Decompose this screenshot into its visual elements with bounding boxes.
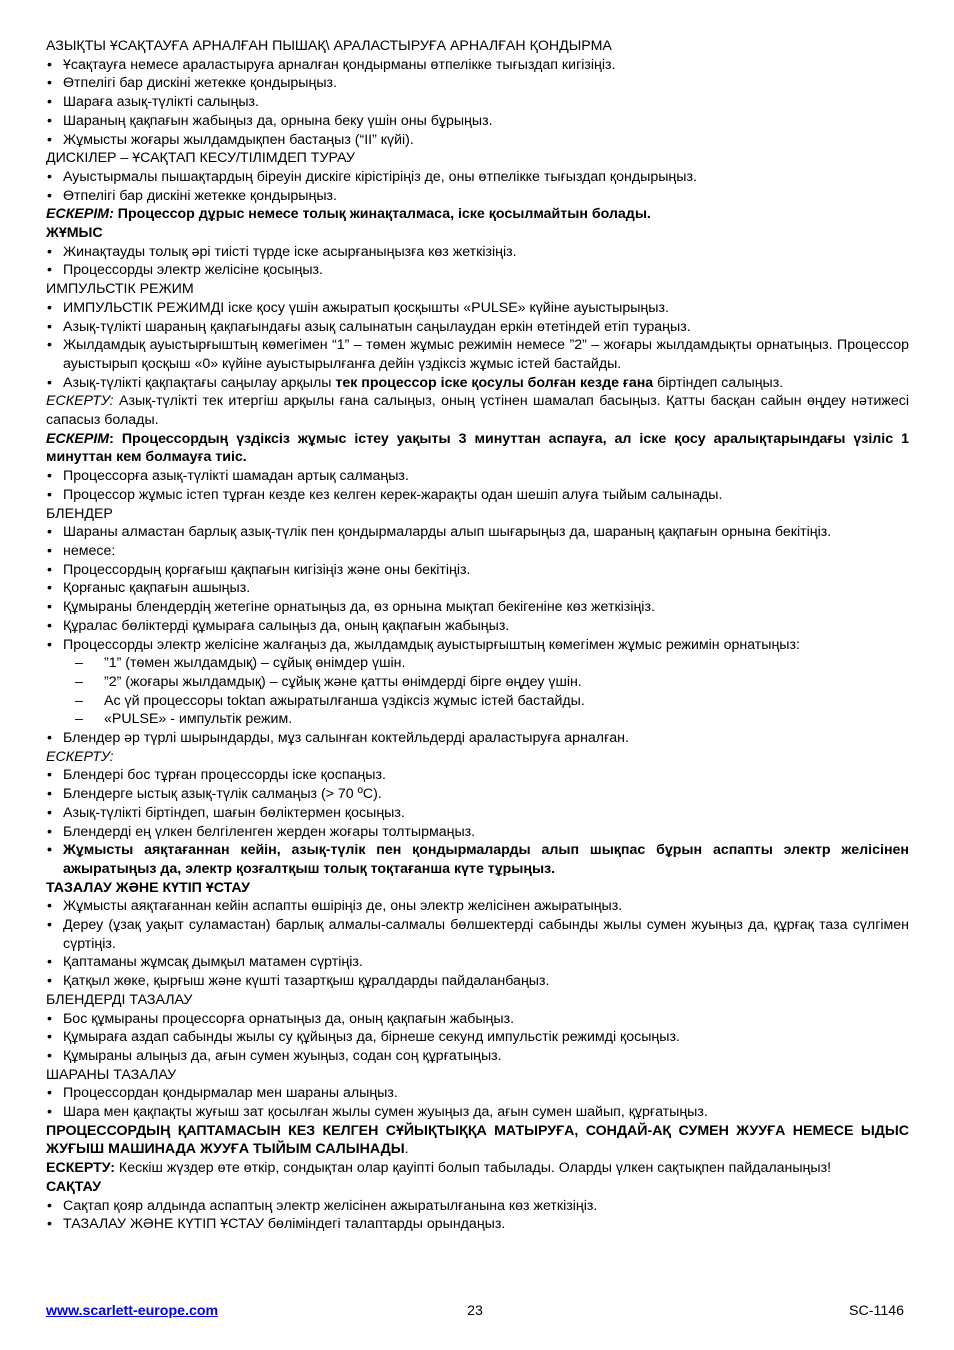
list-item: • Шараны алмастан барлық азық-түлік пен қондырмаларды алып шығарыңыз да, шараның қақпағын орнына бекітіңіз. [46, 523, 909, 542]
list-item [46, 374, 909, 393]
list-item: • Құмыраны алыңыз да, ағын сумен жуыңыз, содан соң құрғатыңыз. [46, 1047, 909, 1066]
note-text: Азық-түлікті тек итергіш арқылы ғана салыңыз, оның үстінен шамалап басыңыз. Қатты басқан сайын өңдеу нәтижесі сапасыз болады. [46, 393, 909, 429]
page-footer [46, 1302, 904, 1322]
list-item: • Блендері бос тұрған процессорды іске қоспаңыз. [46, 766, 909, 785]
list-item: • ИМПУЛЬСТІК РЕЖИМДІ іске қосу үшін ажыратып қосқышты «PULSE» күйіне ауыстырыңыз. [46, 299, 909, 318]
note-text: : Процессордың үздіксіз жұмыс істеу уақыты 3 минуттан аспауға, ал іске қосу аралықтарындағы үзіліс 1 минуттан кем болмауға тиіс. [46, 430, 909, 466]
warning-text: ПРОЦЕССОРДЫҢ ҚАПТАМАСЫН КЕЗ КЕЛГЕН СҰЙЫҚТЫҚҚА МАТЫРУҒА, СОНДАЙ-АҚ СУМЕН ЖУУҒА НЕМЕСЕ ЫДЫС ЖУҒЫШ МАШИНАДА ЖУУҒА ТЫЙЫМ САЛЫНАДЫ [46, 1122, 909, 1158]
dash-item: – ”2” (жоғары жылдамдық) – сұйық және қатты өнімдерді бірге өңдеу үшін. [46, 673, 909, 692]
manual-content [46, 37, 909, 1234]
list-item: • Қатқыл жөке, қырғыш және күшті тазартқыш құралдарды пайдаланбаңыз. [46, 972, 909, 991]
list-item: • немесе: [46, 542, 909, 561]
note-label: ЕСКЕРТУ: [46, 393, 114, 410]
dash-item: – ”1” (төмен жылдамдық) – сұйық өнімдер үшін. [46, 654, 909, 673]
list-item: • Қорғаныс қақпағын ашыңыз. [46, 579, 909, 598]
section-heading: ЖҰМЫС [46, 225, 103, 242]
website-link[interactable]: www.scarlett-europe.com [46, 1303, 219, 1319]
list-item: • Құмыраға аздап сабынды жылы су құйыңыз да, бірнеше секунд импульстік режимді қосыңыз. [46, 1028, 909, 1047]
note-label: ЕСКЕРТУ: [46, 1160, 115, 1177]
note [46, 430, 909, 467]
list-item: • Жұмысты жоғары жылдамдықпен бастаңыз (“II” күйі). [46, 131, 909, 150]
list-item: • Процессорды электр желісіне жалғаңыз да, жылдамдық ауыстырғыштың көмегімен жұмыс режимін орнатыңыз: [46, 636, 909, 655]
note-text: Кескіш жүздер өте өткір, сондықтан олар қауіпті болып табылады. Оларды үлкен сақтықпен пайдаланыңыз! [114, 1160, 832, 1177]
section-heading: БЛЕНДЕР [46, 505, 113, 522]
list-item: • Ұсақтауға немесе араластыруға арналған қондырманы өтпелікке тығыздап кигізіңіз. [46, 56, 909, 75]
note-label: ЕСКЕРІМ [46, 430, 110, 447]
list-item: • Процессордан қондырмалар мен шараны алыңыз. [46, 1084, 909, 1103]
page-number: 23 [467, 1303, 483, 1319]
list-item: • Блендер әр түрлі шырындарды, мұз салынған коктейльдерді араластыруға арналған. [46, 729, 909, 748]
section-heading: САҚТАУ [46, 1178, 102, 1195]
list-item: • Өтпелігі бар дискіні жетекке қондырыңыз. [46, 74, 909, 93]
list-item: • Шара мен қақпақты жуғыш зат қосылған жылы сумен жуыңыз да, ағын сумен шайып, құрғатыңыз. [46, 1103, 909, 1122]
text-run: біртіндеп салыңыз. [653, 374, 784, 391]
note [46, 205, 909, 224]
section-heading: ДИСКІЛЕР – ҰСАҚТАП КЕСУ/ТІЛІМДЕП ТУРАУ [46, 150, 355, 167]
note [46, 392, 909, 429]
list-item: • Құмыраны блендердің жетегіне орнатыңыз да, өз орнына мықтап бекігеніне көз жеткізіңіз. [46, 598, 909, 617]
section-heading: ИМПУЛЬСТІК РЕЖИМ [46, 281, 194, 298]
list-item: • Шараның қақпағын жабыңыз да, орнына беку үшін оны бұрыңыз. [46, 112, 909, 131]
warning [46, 1122, 909, 1159]
list-item: • Азық-түлікті біртіндеп, шағын бөліктермен қосыңыз. [46, 804, 909, 823]
section-heading: ТАЗАЛАУ ЖӘНЕ КҮТІП ҰСТАУ [46, 879, 250, 896]
list-item-bold: • Жұмысты аяқтағаннан кейін, азық-түлік пен қондырмаларды алып шықпас бұрын аспапты электр желісінен ажыратыңыз да, электр қозғалтқыш толық тоқтағанша күте тұрыңыз. [46, 841, 909, 878]
note-text: Процессор дұрыс немесе толық жинақталмаса, іске қосылмайтын болады. [113, 206, 651, 223]
list-item: • Азық-түлікті шараның қақпағындағы азық салынатын саңылаудан еркін өтетіндей етіп тураңыз. [46, 318, 909, 337]
section-heading: БЛЕНДЕРДІ ТАЗАЛАУ [46, 991, 193, 1008]
dash-item: – «PULSE» - импультік режим. [46, 710, 909, 729]
list-item: • Шараға азық-түлікті салыңыз. [46, 93, 909, 112]
list-item: • Процессорды электр желісіне қосыңыз. [46, 261, 909, 280]
list-item: • Қаптаманы жұмсақ дымқыл матамен сүртіңіз. [46, 953, 909, 972]
warning-end: . [404, 1141, 409, 1158]
list-item: • Блендерді ең үлкен белгіленген жерден жоғары толтырмаңыз. [46, 823, 909, 842]
list-item: • Дереу (ұзақ уақыт суламастан) барлық алмалы-салмалы бөлшектерді сабынды жылы сумен жуыңыз да, құрғақ таза сүлгімен сүртіңіз. [46, 916, 909, 953]
note-label: ЕСКЕРТУ: [46, 748, 114, 765]
list-item: • Жинақтауды толық әрі тиісті түрде іске асырғаныңызға көз жеткізіңіз. [46, 243, 909, 262]
list-item: • Құралас бөліктерді құмыраға салыңыз да, оның қақпағын жабыңыз. [46, 617, 909, 636]
list-item: • Процессор жұмыс істеп тұрған кезде кез келген керек-жарақты одан шешіп алуға тыйым салынады. [46, 486, 909, 505]
model-number: SC-1146 [849, 1303, 904, 1319]
list-item: • Процессорға азық-түлікті шамадан артық салмаңыз. [46, 467, 909, 486]
note [46, 1159, 909, 1178]
list-item: • Процессордың қорғағыш қақпағын кигізіңіз және оны бекітіңіз. [46, 561, 909, 580]
section-heading: ШАРАНЫ ТАЗАЛАУ [46, 1066, 177, 1083]
list-item: • ТАЗАЛАУ ЖӘНЕ КҮТІП ҰСТАУ бөліміндегі талаптарды орындаңыз. [46, 1215, 909, 1234]
list-item: • Блендерге ыстық азық-түлік салмаңыз (> 70 ºC). [46, 785, 909, 804]
bold-run: тек процессор іске қосулы болған кезде ғана [335, 374, 654, 391]
list-item: • Жылдамдық ауыстырғыштың көмегімен “1” – төмен жұмыс режимін немесе ”2” – жоғары жылдамдықты орнатыңыз. Процессор ауыстырып қосқыш «0» күйіне ауыстырылғанға дейін үздіксіз жұмыс істей бастайды. [46, 336, 909, 373]
section-heading: АЗЫҚТЫ ҰСАҚТАУҒА АРНАЛҒАН ПЫШАҚ\ АРАЛАСТЫРУҒА АРНАЛҒАН ҚОНДЫРМА [46, 38, 612, 54]
list-item: • Бос құмыраны процессорға орнатыңыз да, оның қақпағын жабыңыз. [46, 1010, 909, 1029]
list-item: • Ауыстырмалы пышақтардың біреуін дискіге кірістіріңіз де, оны өтпелікке тығыздап қондырыңыз. [46, 168, 909, 187]
list-item: • Өтпелігі бар дискіні жетекке қондырыңыз. [46, 187, 909, 206]
text-run: Азық-түлікті қақпақтағы саңылау арқылы [63, 374, 336, 391]
note-label: ЕСКЕРІМ: [46, 206, 114, 223]
list-item: • Жұмысты аяқтағаннан кейін аспапты өшіріңіз де, оны электр желісінен ажыратыңыз. [46, 897, 909, 916]
dash-item: – Ас үй процессоры toktan ажыратылғанша үздіксіз жұмыс істей бастайды. [46, 692, 909, 711]
list-item: • Сақтап қояр алдында аспаптың электр желісінен ажыратылғанына көз жеткізіңіз. [46, 1197, 909, 1216]
